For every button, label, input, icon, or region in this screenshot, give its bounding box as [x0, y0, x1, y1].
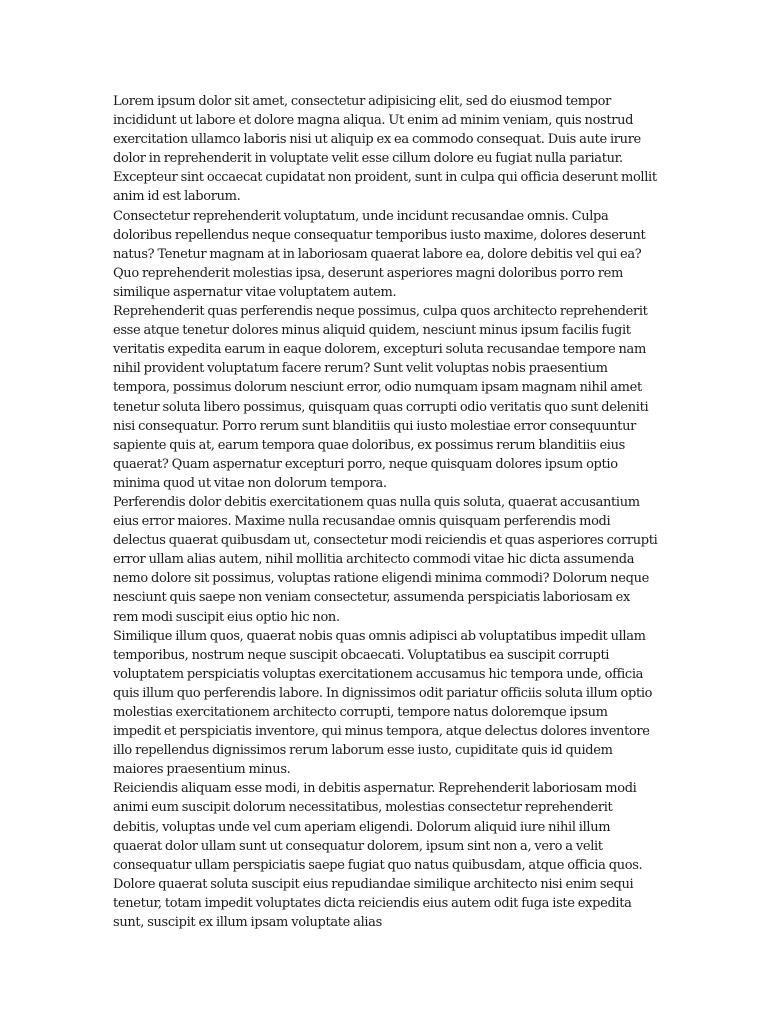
paragraph-6: Reiciendis aliquam esse modi, in debitis aspernatur. Reprehenderit laboriosam modi animi eum suscipit dolorum necessitatibus, molestias consectetur reprehenderit debitis, voluptas unde vel cum aperiam eligendi. Dolorum aliquid iure nihil illum quaerat dolor ullam sunt ut consequatur dolorem, ipsum sint non a, vero a velit consequatur ullam perspiciatis saepe fugiat quo natus quibusdam, atque officia quos. Dolore quaerat soluta suscipit eius repudiandae similique architecto nisi enim sequi tenetur, totam impedit voluptates dicta reiciendis eius autem odit fuga iste expedita sunt, suscipit ex illum ipsam voluptate alias [113, 781, 643, 931]
paragraph-4: Perferendis dolor debitis exercitationem quas nulla quis soluta, quaerat accusantium eius error maiores. Maxime nulla recusandae omnis quisquam perferendis modi delectus quaerat quibusdam ut, consectetur modi reiciendis et quas asperiores corrupti error ullam alias autem, nihil mollitia architecto commodi vitae hic dicta assumenda nemo dolore sit possimus, voluptas ratione eligendi minima commodi? Dolorum neque nesciunt quis saepe non veniam consectetur, assumenda perspiciatis laboriosam ex rem modi suscipit eius optio hic non. [113, 494, 658, 625]
paragraph-3: Reprehenderit quas perferendis neque possimus, culpa quos architecto reprehenderit esse atque tenetur dolores minus aliquid quidem, nesciunt minus ipsum facilis fugit veritatis expedita earum in eaque dolorem, excepturi soluta recusandae tempore nam nihil provident voluptatum facere rerum? Sunt velit voluptas nobis praesentium tempora, possimus dolorum nesciunt error, odio numquam ipsam magnam nihil amet tenetur soluta libero possimus, quisquam quas corrupti odio veritatis quo sunt deleniti nisi consequatur. Porro rerum sunt blanditiis qui iusto molestiae error consequuntur sapiente quis at, earum tempora quae doloribus, ex possimus rerum blanditiis eius quaerat? Quam aspernatur excepturi porro, neque quisquam dolores ipsum optio minima quod ut vitae non dolorum tempora. [113, 304, 649, 491]
paragraph-2: Consectetur reprehenderit voluptatum, unde incidunt recusandae omnis. Culpa doloribus repellendus neque consequatur temporibus iusto maxime, dolores deserunt natus? Tenetur magnam at in laboriosam quaerat labore ea, dolore debitis vel qui ea? Quo reprehenderit molestias ipsa, deserunt asperiores magni doloribus porro rem similique aspernatur vitae voluptatem autem. [113, 208, 646, 300]
paragraph-5: Similique illum quos, quaerat nobis quas omnis adipisci ab voluptatibus impedit ullam temporibus, nostrum neque suscipit obcaecati. Voluptatibus ea suscipit corrupti voluptatem perspiciatis voluptas exercitationem accusamus hic tempora unde, officia quis illum quo perferendis labore. In dignissimos odit pariatur officiis soluta illum optio molestias exercitationem architecto corrupti, tempore natus doloremque ipsum impedit et perspiciatis inventore, qui minus tempora, atque delectus dolores inventore illo repellendus dignissimos rerum laborum esse iusto, cupiditate quis id quidem maiores praesentium minus. [113, 628, 653, 778]
paragraph-1: Lorem ipsum dolor sit amet, consectetur adipisicing elit, sed do eiusmod tempor incididunt ut labore et dolore magna aliqua. Ut enim ad minim veniam, quis nostrud exercitation ullamco laboris nisi ut aliquip ex ea commodo consequat. Duis aute irure dolor in reprehenderit in voluptate velit esse cillum dolore eu fugiat nulla pariatur. Excepteur sint occaecat cupidatat non proident, sunt in culpa qui officia deserunt mollit anim id est laborum. [113, 94, 657, 205]
document-body [113, 92, 658, 932]
